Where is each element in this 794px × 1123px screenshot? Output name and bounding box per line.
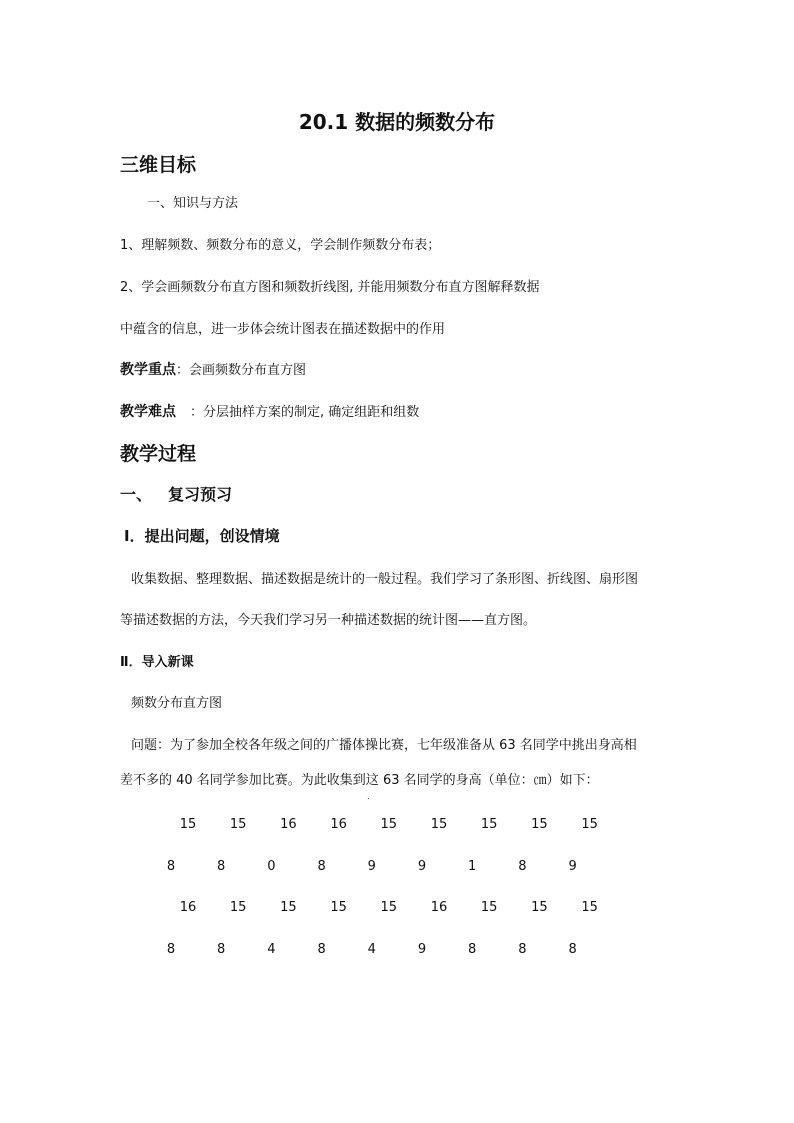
height-value: 16 bbox=[430, 900, 448, 915]
difficulty bbox=[120, 401, 419, 421]
part-number: 一、 bbox=[120, 485, 153, 504]
difficulty-text: ：分层抽样方案的制定, 确定组距和组数 bbox=[190, 405, 420, 420]
height-value: 15 bbox=[581, 900, 598, 915]
paragraph-1-line-2: 等描述数据的方法，今天我们学习另一种描述数据的统计图——直方图。 bbox=[120, 613, 537, 628]
height-value: 15 bbox=[280, 900, 297, 915]
height-value: 4 bbox=[367, 942, 376, 957]
height-value: 15 bbox=[330, 900, 347, 915]
height-value: 15 bbox=[380, 900, 398, 915]
height-value: 15 bbox=[581, 817, 598, 832]
height-value: 15 bbox=[179, 817, 197, 832]
height-value: 15 bbox=[480, 900, 498, 915]
height-value: 8 bbox=[166, 942, 176, 957]
height-value: 9 bbox=[417, 942, 427, 957]
height-value: 9 bbox=[568, 859, 577, 874]
height-value: 8 bbox=[217, 942, 226, 957]
height-value: 15 bbox=[480, 817, 498, 832]
height-value: 8 bbox=[468, 942, 477, 957]
height-value: 4 bbox=[267, 942, 276, 957]
part-title: 复习预习 bbox=[168, 485, 233, 504]
height-value: 15 bbox=[229, 817, 247, 832]
key-point-label: 教学重点 bbox=[120, 362, 176, 378]
height-value: 16 bbox=[280, 817, 297, 832]
height-value: 8 bbox=[317, 859, 326, 874]
subheading-1: Ⅰ．提出问题，创设情境 bbox=[124, 527, 280, 545]
height-value: 8 bbox=[166, 859, 176, 874]
height-value: 15 bbox=[430, 817, 448, 832]
height-value: 16 bbox=[179, 900, 197, 915]
height-value: 0 bbox=[267, 859, 276, 874]
height-value: 15 bbox=[380, 817, 398, 832]
height-value: 8 bbox=[518, 859, 527, 874]
problem-line-1: 问题：为了参加全校各年级之间的广播体操比赛，七年级准备从 63 名同学中挑出身高相 bbox=[131, 738, 637, 753]
height-value: 15 bbox=[229, 900, 247, 915]
goal-label: 一、知识与方法 bbox=[147, 196, 239, 211]
page-title: 20.1 数据的频数分布 bbox=[298, 110, 496, 134]
height-value: 8 bbox=[317, 942, 326, 957]
height-value: 16 bbox=[330, 817, 347, 832]
height-value: 1 bbox=[468, 859, 477, 874]
key-point-text: ：会画频数分布直方图 bbox=[176, 363, 307, 378]
height-value: 8 bbox=[518, 942, 527, 957]
section-heading-objectives: 三维目标 bbox=[120, 154, 197, 176]
height-value: 15 bbox=[531, 900, 548, 915]
problem-line-2: 差不多的 40 名同学参加比赛。为此收集到这 63 名同学的身高（单位：㎝）如下： bbox=[120, 773, 599, 788]
paragraph-1-line-1: 收集数据、整理数据、描述数据是统计的一般过程。我们学习了条形图、折线图、扇形图 bbox=[131, 572, 639, 587]
goal-item-2: 2、学会画频数分布直方图和频数折线图, 并能用频数分布直方图解释数据 bbox=[120, 280, 540, 295]
section-heading-process: 教学过程 bbox=[120, 443, 197, 465]
subheading-2: Ⅱ．导入新课 bbox=[120, 655, 194, 670]
key-point bbox=[120, 359, 306, 379]
part-heading-review bbox=[120, 482, 232, 505]
goal-item-1: 1、理解频数、频数分布的意义，学会制作频数分布表； bbox=[120, 238, 441, 253]
height-value: 8 bbox=[568, 942, 577, 957]
height-value: 9 bbox=[417, 859, 427, 874]
histogram-label: 频数分布直方图 bbox=[131, 696, 223, 711]
difficulty-label: 教学难点 bbox=[120, 404, 176, 420]
height-value: 9 bbox=[367, 859, 376, 874]
height-value: 8 bbox=[217, 859, 226, 874]
goal-item-2-continued: 中蕴含的信息，进一步体会统计图表在描述数据中的作用 bbox=[120, 322, 446, 337]
height-value: 15 bbox=[531, 817, 548, 832]
stray-dot: . bbox=[367, 792, 370, 801]
